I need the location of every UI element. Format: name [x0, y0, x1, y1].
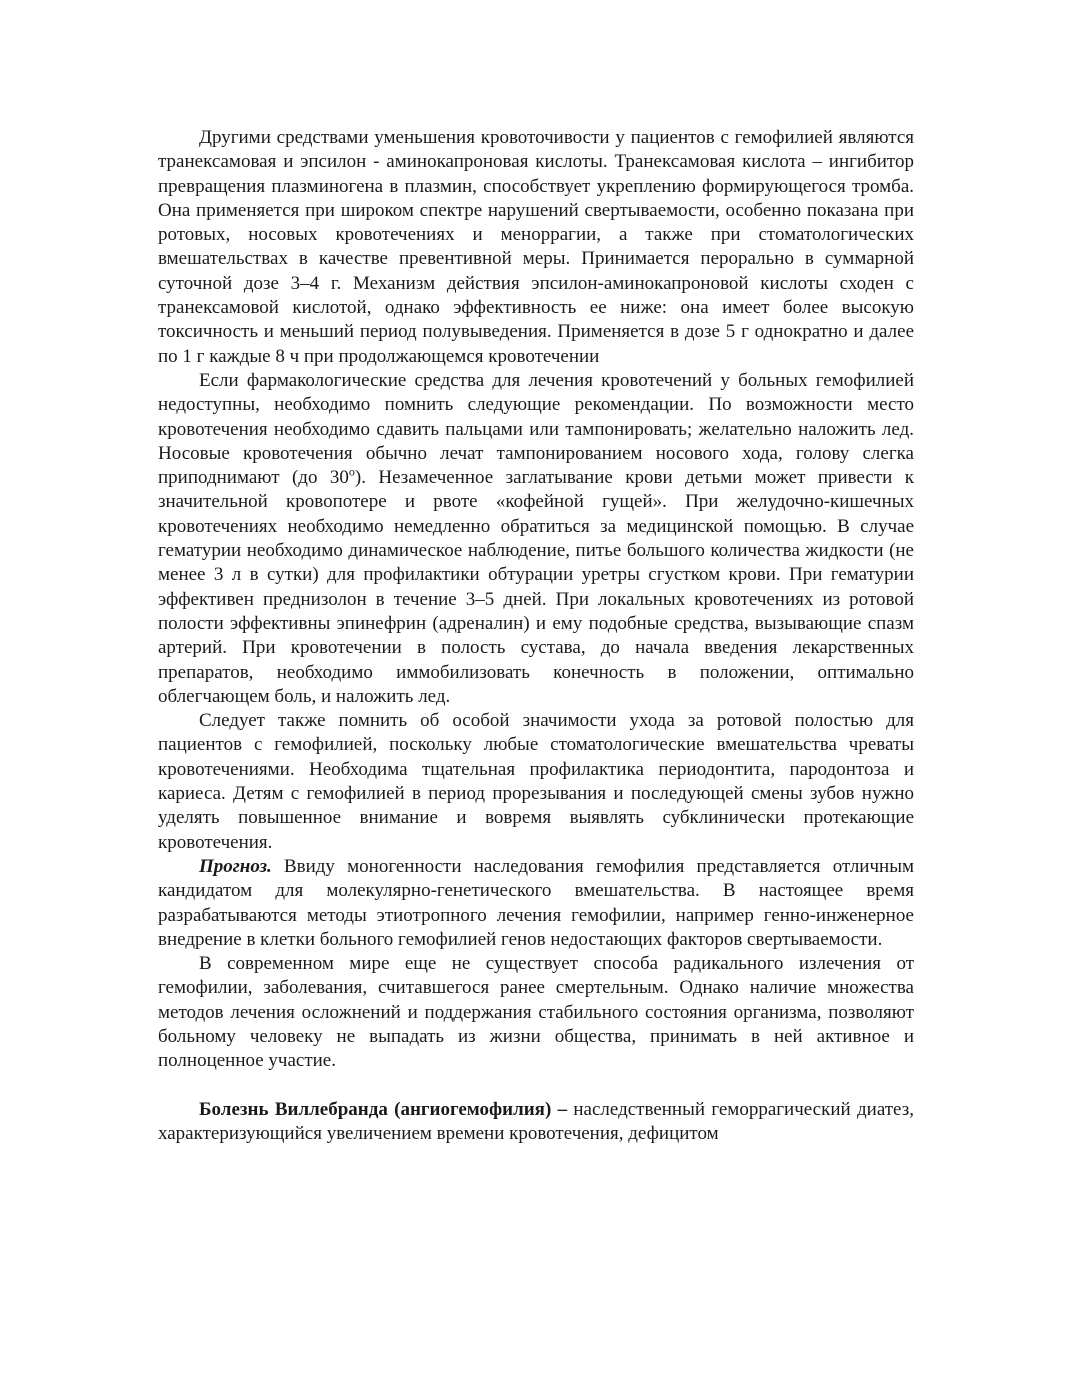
paragraph-von-willebrand	[158, 1098, 914, 1147]
degree-superscript: o	[348, 464, 355, 479]
document-page	[158, 126, 914, 1146]
paragraph-text: Следует также помнить об особой значимости ухода за ротовой полостью для пациентов с гемофилией, поскольку любые стоматологические вмешательства чреваты кровотечениями. Необходима тщательная профилактика периодонтита, пародонтоза и кариеса. Детям с гемофилией в период прорезывания и последующей смены зубов нужно уделять повышенное внимание и вовремя выявлять субклинически протекающие кровотечения.	[158, 710, 914, 853]
paragraph-text: Ввиду моногенности наследования гемофилия представляется отличным кандидатом для молекулярно-генетического вмешательства. В настоящее время разрабатываются методы этиотропного лечения гемофилии, например генно-инженерное внедрение в клетки больного гемофилией генов недостающих факторов свертываемости.	[158, 855, 914, 950]
paragraph-text: В современном мире еще не существует способа радикального излечения от гемофилии, заболевания, считавшегося ранее смертельным. Однако наличие множества методов лечения осложнений и поддержания стабильного состояния организма, позволяют больному человеку не выпадать из жизни общества, принимать в ней активное и полноценное участие.	[158, 953, 914, 1072]
paragraph-text: Если фармакологические средства для лечения кровотечений у больных гемофилией недоступны, необходимо помнить следующие рекомендации. По возможности место кровотечения необходимо сдавить пальцами или тампонировать; желательно наложить лед. Носовые кровотечения обычно лечат тампонированием носового хода, голову слегка приподнимают (до 30	[158, 369, 914, 489]
von-willebrand-term: Болезнь Виллебранда (ангиогемофилия) –	[199, 1098, 568, 1120]
prognosis-heading: Прогноз.	[199, 855, 272, 877]
paragraph-text: наследственный геморрагический диатез, характеризующийся увеличением времени кровотечения, дефицитом	[158, 1098, 914, 1144]
paragraph-oral-care	[158, 709, 914, 855]
paragraph-first-aid-recommendations	[158, 369, 914, 709]
paragraph-text-continued: ). Незамеченное заглатывание крови детьми может привести к значительной кровопотере и рвоте «кофейной гущей». При желудочно-кишечных кровотечениях необходимо немедленно обратиться за медицинской помощью. В случае гематурии необходимо динамическое наблюдение, питье большого количества жидкости (не менее 3 л в сутки) для профилактики обтурации уретры сгустком крови. При гематурии эффективен преднизолон в течение 3–5 дней. При локальных кровотечениях из ротовой полости эффективны эпинефрин (адреналин) и ему подобные средства, вызывающие спазм артерий. При кровотечении в полость сустава, до начала введения лекарственных препаратов, необходимо иммобилизовать конечность в положении, оптимально облегчающем боль, и наложить лед.	[158, 467, 914, 707]
paragraph-text: Другими средствами уменьшения кровоточивости у пациентов с гемофилией являются транексамовая и эпсилон - аминокапроновая кислоты. Транексамовая кислота – ингибитор превращения плазминогена в плазмин, способствует укреплению формирующегося тромба. Она применяется при широком спектре нарушений свертываемости, особенно показана при ротовых, носовых кровотечениях и меноррагии, а также при стоматологических вмешательствах в качестве превентивной меры. Принимается перорально в суммарной суточной дозе 3–4 г. Механизм действия эпсилон-аминокапроновой кислоты сходен с транексамовой кислотой, однако эффективность ее ниже: она имеет более высокую токсичность и меньший период полувыведения. Применяется в дозе 5 г однократно и далее по 1 г каждые 8 ч при продолжающемся кровотечении	[158, 127, 914, 367]
paragraph-prognosis	[158, 855, 914, 952]
paragraph-modern-world	[158, 952, 914, 1073]
paragraph-tranexamic-acid	[158, 126, 914, 369]
